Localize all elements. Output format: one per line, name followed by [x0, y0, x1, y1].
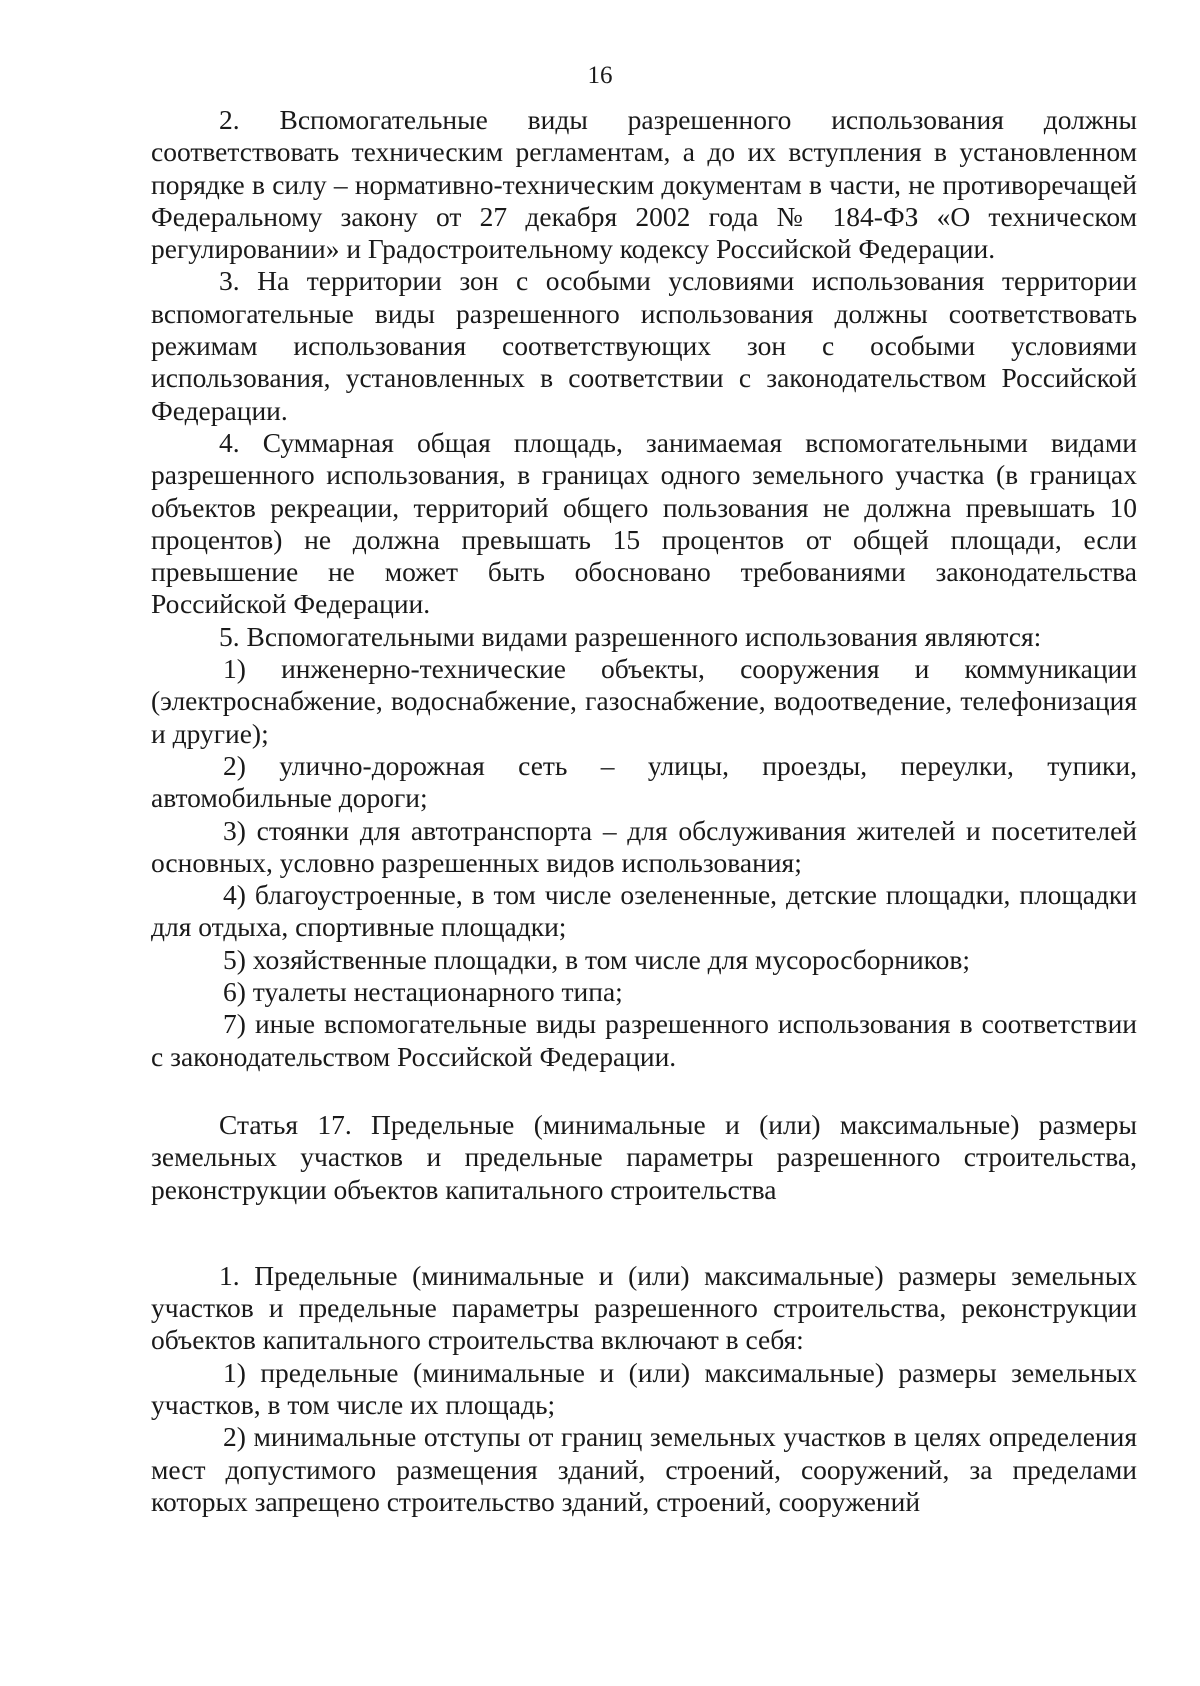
article-17-item-2: 2) минимальные отступы от границ земельных участков в целях определения мест допустимого размещения зданий, строений, сооружений, за пределами которых запрещено строительство зданий, строений, сооружений — [151, 1421, 1137, 1517]
section-gap — [151, 1206, 1137, 1260]
list-item-1: 1) инженерно-технические объекты, сооружения и коммуникации (электроснабжение, водоснабжение, газоснабжение, водоотведение, телефонизация и другие); — [151, 653, 1137, 749]
list-item-7: 7) иные вспомогательные виды разрешенного использования в соответствии с законодательством Российской Федерации. — [151, 1008, 1137, 1072]
paragraph-2: 2. Вспомогательные виды разрешенного использования должны соответствовать техническим регламентам, а до их вступления в установленном порядке в силу – нормативно-техническим документам в части, не противоречащей Федеральному закону от 27 декабря 2002 года № 184-ФЗ «О техническом регулировании» и Градостроительному кодексу Российской Федерации. — [151, 104, 1137, 265]
article-17-heading: Статья 17. Предельные (минимальные и (или) максимальные) размеры земельных участков и предельные параметры разрешенного строительства, реконструкции объектов капитального строительства — [151, 1108, 1137, 1205]
list-item-5: 5) хозяйственные площадки, в том числе для мусоросборников; — [223, 943, 971, 975]
paragraph-5: 5. Вспомогательными видами разрешенного использования являются: — [219, 620, 1042, 652]
section-gap — [151, 1073, 1137, 1109]
list-item-2: 2) улично-дорожная сеть – улицы, проезды, переулки, тупики, автомобильные дороги; — [151, 749, 1137, 814]
paragraph-4: 4. Суммарная общая площадь, занимаемая вспомогательными видами разрешенного использования, в границах одного земельного участка (в границах объектов рекреации, территорий общего пользования не должна превышать 10 процентов) не должна превышать 15 процентов от общей площади, если превышение не может быть обосновано требованиями законодательства Российской Федерации. — [151, 426, 1137, 620]
list-item-6: 6) туалеты нестационарного типа; — [223, 976, 623, 1008]
article-17-paragraph-1: 1. Предельные (минимальные и (или) максимальные) размеры земельных участков и предельные параметры разрешенного строительства, реконструкции объектов капитального строительства включают в себя: — [151, 1259, 1137, 1356]
article-17-item-1: 1) предельные (минимальные и (или) максимальные) размеры земельных участков, в том числе их площадь; — [151, 1356, 1137, 1420]
paragraph-3: 3. На территории зон с особыми условиями использования территории вспомогательные виды разрешенного использования должны соответствовать режимам использования соответствующих зон с особыми условиями использования, установленных в соответствии с законодательством Российской Федерации. — [151, 265, 1137, 426]
page-number: 16 — [587, 62, 613, 89]
list-item-3: 3) стоянки для автотранспорта – для обслуживания жителей и посетителей основных, условно разрешенных видов использования; — [151, 814, 1137, 878]
list-item-4: 4) благоустроенные, в том числе озелененные, детские площадки, площадки для отдыха, спортивные площадки; — [151, 879, 1137, 943]
document-body — [151, 104, 1137, 1518]
